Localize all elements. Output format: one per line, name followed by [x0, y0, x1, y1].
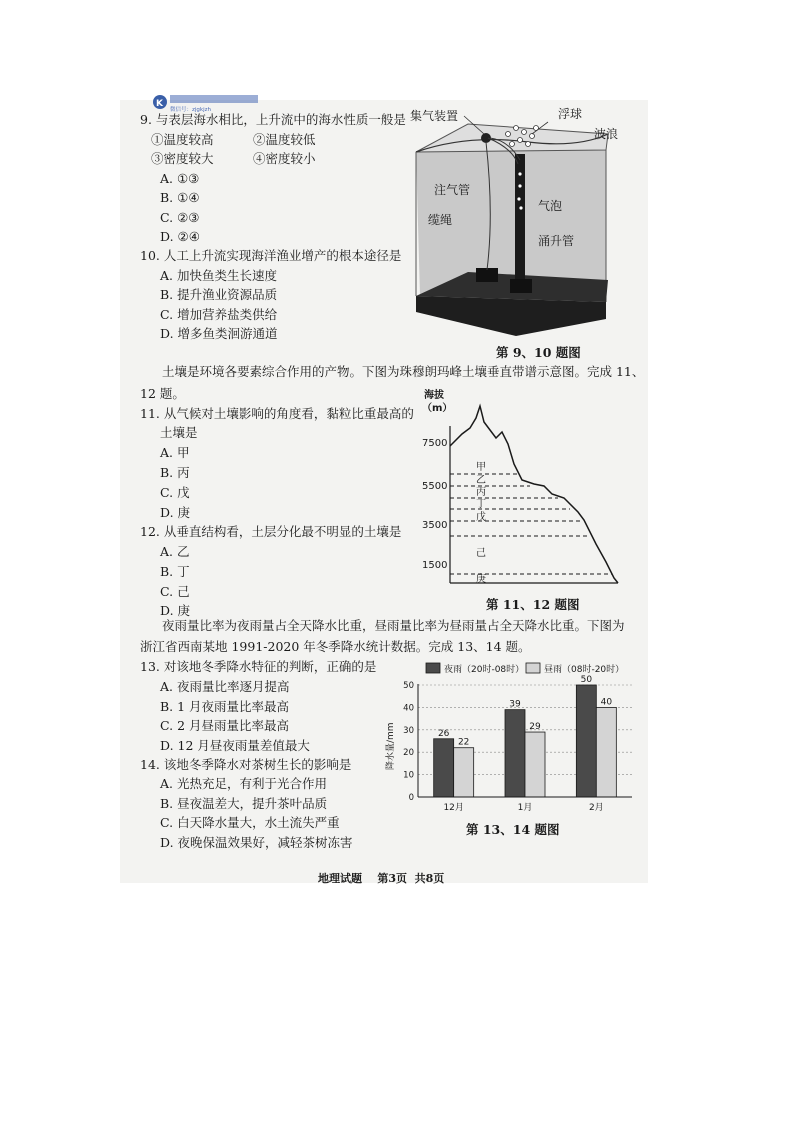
y-tick-label: 20 — [403, 748, 414, 759]
zone-wu: 戊 — [476, 512, 486, 523]
label-wave: 波浪 — [594, 127, 619, 141]
legend-swatch-night — [426, 663, 440, 673]
q13-option-d[interactable]: D. 12 月昼夜雨量差值最大 — [160, 738, 310, 753]
label-pipe: 涌升管 — [538, 234, 575, 248]
fig2-caption: 第 11、12 题图 — [486, 597, 580, 612]
chart-legend — [426, 663, 624, 675]
q12-option-d[interactable]: D. 庚 — [160, 603, 191, 618]
q9-item-1: ①温度较高 — [151, 132, 214, 147]
q9-item-2: ②温度较低 — [253, 132, 316, 147]
zone-ji: 己 — [476, 548, 486, 559]
label-cable: 缆绳 — [428, 213, 453, 227]
x-category-label: 2月 — [588, 803, 604, 813]
chart-yticks — [403, 681, 414, 803]
bar-value-label: 39 — [509, 699, 521, 710]
intro2-line2: 浙江省西南某地 1991-2020 年冬季降水统计数据。完成 13、14 题。 — [140, 639, 531, 654]
q12-option-c[interactable]: C. 己 — [160, 584, 190, 599]
q10-option-a[interactable]: A. 加快鱼类生长速度 — [160, 268, 277, 283]
zone-jia: 甲 — [476, 462, 486, 473]
q10-option-d[interactable]: D. 增多鱼类洄游通道 — [160, 326, 278, 341]
bar-value-label: 40 — [600, 697, 613, 708]
q11-stem-line2: 土壤是 — [160, 425, 198, 440]
chart-xlabels — [443, 802, 603, 813]
bar-night-0 — [434, 739, 454, 797]
intro2-line1: 夜雨量比率为夜雨量占全天降水比重，昼雨量比率为昼雨量占全天降水比重。下图为 — [162, 618, 625, 633]
gas-collector — [481, 133, 491, 143]
label-gas-tube: 注气管 — [434, 183, 471, 197]
axis-label-unit: （m） — [422, 403, 453, 414]
legend-day: 昼雨（08时-20时） — [544, 665, 625, 675]
q10-stem: 10. 人工上升流实现海洋渔业增产的根本途径是 — [140, 248, 402, 263]
precipitation-chart — [380, 658, 640, 816]
logo-text: 微信号：zjgkjzh — [170, 107, 211, 113]
x-category-label: 1月 — [517, 803, 533, 813]
q12-option-a[interactable]: A. 乙 — [160, 544, 190, 559]
label-float: 浮球 — [558, 107, 583, 121]
q14-option-c[interactable]: C. 白天降水量大，水土流失严重 — [160, 815, 340, 830]
q9-item-3: ③密度较大 — [151, 151, 214, 166]
q14-stem: 14. 该地冬季降水对茶树生长的影响是 — [140, 757, 352, 772]
q12-stem: 12. 从垂直结构看，土层分化最不明显的土壤是 — [140, 524, 402, 539]
upwelling-device-figure — [408, 104, 619, 342]
q11-option-a[interactable]: A. 甲 — [160, 445, 190, 460]
y-tick-label: 40 — [403, 703, 414, 714]
y-tick-label: 30 — [403, 725, 414, 736]
zone-geng: 庚 — [476, 574, 486, 585]
q14-option-b[interactable]: B. 昼夜温差大，提升茶叶品质 — [160, 796, 328, 811]
cable-anchor — [476, 268, 498, 282]
q11-option-b[interactable]: B. 丙 — [160, 465, 190, 480]
label-bubble: 气泡 — [538, 199, 563, 213]
axis-label-elevation: 海拔 — [424, 390, 444, 401]
tick-7500: 7500 — [422, 438, 448, 449]
q14-option-a[interactable]: A. 光热充足，有利于光合作用 — [160, 776, 327, 791]
zone-yi: 乙 — [476, 475, 486, 486]
zone-boundaries — [450, 474, 612, 574]
y-tick-label: 10 — [403, 770, 414, 781]
bar-day-2 — [596, 707, 616, 797]
q11-option-d[interactable]: D. 庚 — [160, 505, 191, 520]
zone-bing: 丙 — [476, 487, 486, 498]
fig1-caption: 第 9、10 题图 — [496, 345, 581, 360]
bar-value-label: 29 — [529, 722, 541, 733]
q13-option-a[interactable]: A. 夜雨量比率逐月提高 — [160, 679, 290, 694]
zone-ding: 丁 — [476, 499, 486, 510]
legend-swatch-day — [526, 663, 540, 673]
bar-night-2 — [576, 685, 596, 797]
pipe-anchor — [510, 279, 532, 293]
x-category-label: 12月 — [443, 803, 464, 813]
q13-option-c[interactable]: C. 2 月昼雨量比率最高 — [160, 718, 289, 733]
y-tick-label: 50 — [403, 681, 414, 691]
q9-option-d[interactable]: D. ②④ — [160, 229, 200, 244]
q9-option-b[interactable]: B. ①④ — [160, 190, 200, 205]
bar-value-label: 26 — [437, 728, 450, 739]
tick-3500: 3500 — [422, 520, 448, 531]
bar-value-label: 50 — [580, 675, 593, 685]
bar-day-0 — [454, 748, 474, 797]
chart-ylabel: 降水量/mm — [386, 722, 396, 770]
tick-1500: 1500 — [422, 560, 448, 571]
q11-option-c[interactable]: C. 戊 — [160, 485, 190, 500]
water-surface — [416, 124, 608, 152]
q10-option-c[interactable]: C. 增加营养盐类供给 — [160, 307, 278, 322]
intro1-line1: 土壤是环境各要素综合作用的产物。下图为珠穆朗玛峰土壤垂直带谱示意图。完成 11、 — [162, 364, 645, 379]
label-gas-collector: 集气装置 — [410, 109, 459, 123]
bar-value-label: 22 — [457, 737, 470, 748]
q9-stem: 9. 与表层海水相比，上升流中的海水性质一般是 — [140, 112, 406, 127]
q12-option-b[interactable]: B. 丁 — [160, 564, 190, 579]
header-logo — [152, 93, 262, 113]
legend-night: 夜雨（20时-08时） — [444, 665, 525, 675]
y-tick-label: 0 — [408, 793, 414, 803]
q11-stem-line1: 11. 从气候对土壤影响的角度看，黏粒比重最高的 — [140, 406, 414, 421]
bar-day-1 — [525, 732, 545, 797]
fig3-caption: 第 13、14 题图 — [466, 822, 560, 837]
page-footer: 地理试题 第3页 共8页 — [318, 872, 445, 885]
bar-night-1 — [505, 710, 525, 797]
logo-bar — [170, 95, 258, 103]
soil-zone-figure — [418, 386, 640, 592]
q10-option-b[interactable]: B. 提升渔业资源品质 — [160, 287, 278, 302]
q13-stem: 13. 对该地冬季降水特征的判断，正确的是 — [140, 659, 377, 674]
intro1-line2: 12 题。 — [140, 386, 185, 401]
q9-item-4: ④密度较小 — [253, 151, 316, 166]
q13-option-b[interactable]: B. 1 月夜雨量比率最高 — [160, 699, 290, 714]
q9-option-a[interactable]: A. ①③ — [160, 171, 200, 186]
q14-option-d[interactable]: D. 夜晚保温效果好，减轻茶树冻害 — [160, 835, 353, 850]
tick-5500: 5500 — [422, 481, 448, 492]
chart-bars — [434, 675, 617, 797]
svg-text:K: K — [156, 99, 163, 109]
seabed — [416, 296, 606, 336]
q9-option-c[interactable]: C. ②③ — [160, 210, 200, 225]
